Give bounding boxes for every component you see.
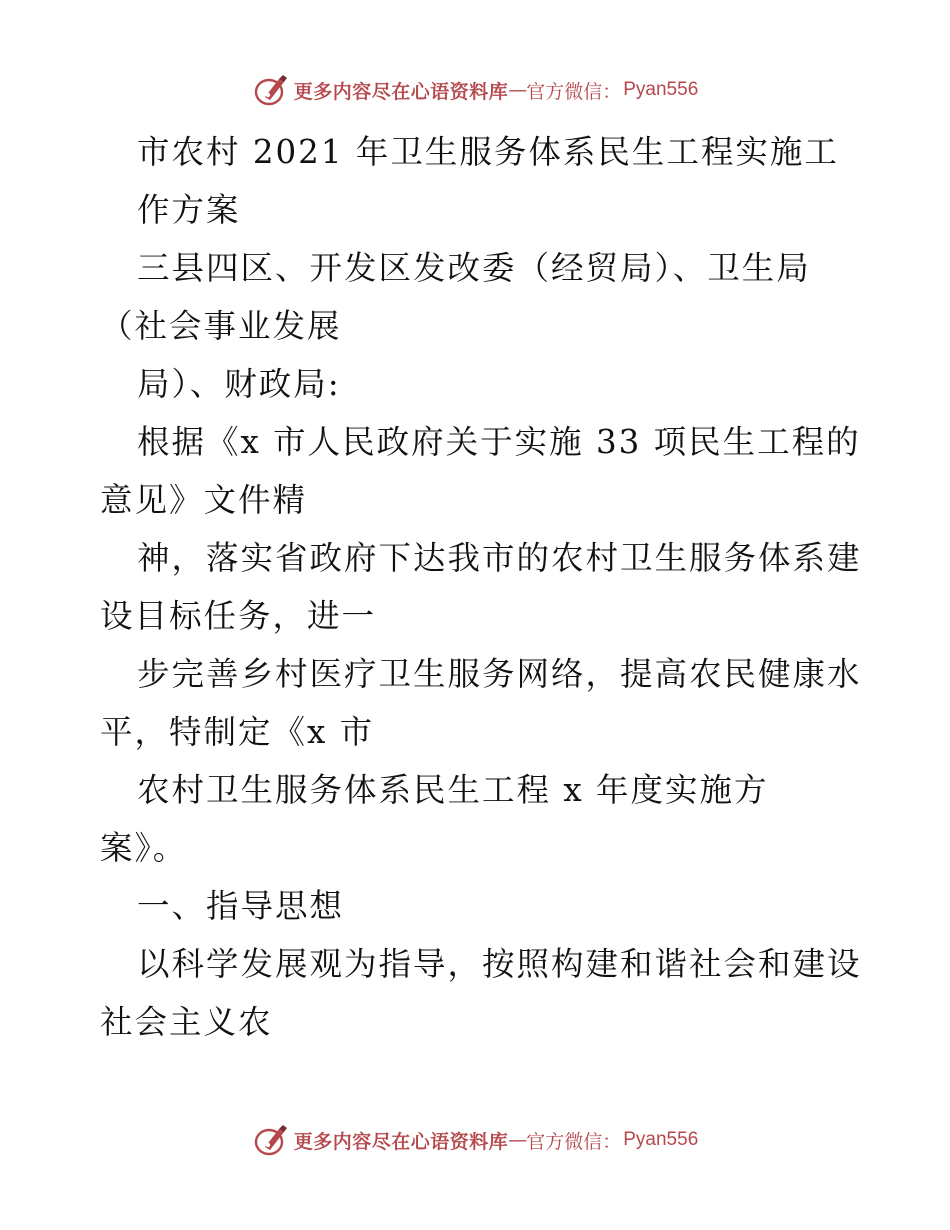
paragraph-line: 农村卫生服务体系民生工程 x 年度实施方 bbox=[137, 771, 769, 809]
section-heading: 一、指导思想 bbox=[137, 887, 345, 925]
title-line-2: 作方案 bbox=[137, 191, 241, 229]
footer-watermark bbox=[0, 1120, 950, 1160]
paragraph-line: 案》。 bbox=[100, 829, 188, 867]
paragraph-line: 平，特制定《x 市 bbox=[100, 713, 375, 751]
watermark-wechat-label: 官方微信： bbox=[526, 1130, 622, 1153]
pen-nib-circle-icon bbox=[252, 1123, 290, 1157]
recipient-line-3: 局）、财政局: bbox=[137, 365, 341, 403]
paragraph-line: 以科学发展观为指导，按照构建和谐社会和建设 bbox=[137, 945, 862, 983]
paragraph-line: 根据《x 市人民政府关于实施 33 项民生工程的 bbox=[137, 423, 861, 461]
watermark-wechat-id: Pyan556 bbox=[623, 79, 699, 100]
watermark-brand-text: 更多内容尽在心语资料库 bbox=[293, 80, 509, 103]
paragraph-line: 设目标任务，进一 bbox=[100, 597, 377, 635]
recipient-line-1: 三县四区、开发区发改委（经贸局）、卫生局 bbox=[137, 249, 811, 287]
watermark-wechat-id: Pyan556 bbox=[623, 1129, 699, 1150]
paragraph-line: 步完善乡村医疗卫生服务网络，提高农民健康水 bbox=[137, 655, 862, 693]
paragraph-line: 神，落实省政府下达我市的农村卫生服务体系建 bbox=[137, 539, 862, 577]
recipient-line-2: （社会事业发展 bbox=[100, 307, 342, 345]
paragraph-line: 社会主义农 bbox=[100, 1003, 273, 1041]
watermark-separator: — bbox=[508, 1129, 527, 1151]
pen-nib-circle-icon bbox=[252, 73, 290, 107]
title-line-1: 市农村 2021 年卫生服务体系民生工程实施工 bbox=[137, 133, 839, 171]
watermark-wechat-label: 官方微信： bbox=[526, 80, 622, 103]
watermark-brand-text: 更多内容尽在心语资料库 bbox=[293, 1130, 509, 1153]
document-body bbox=[100, 123, 860, 1051]
watermark-separator: — bbox=[508, 79, 527, 101]
header-watermark bbox=[0, 70, 950, 110]
paragraph-line: 意见》文件精 bbox=[100, 481, 308, 519]
